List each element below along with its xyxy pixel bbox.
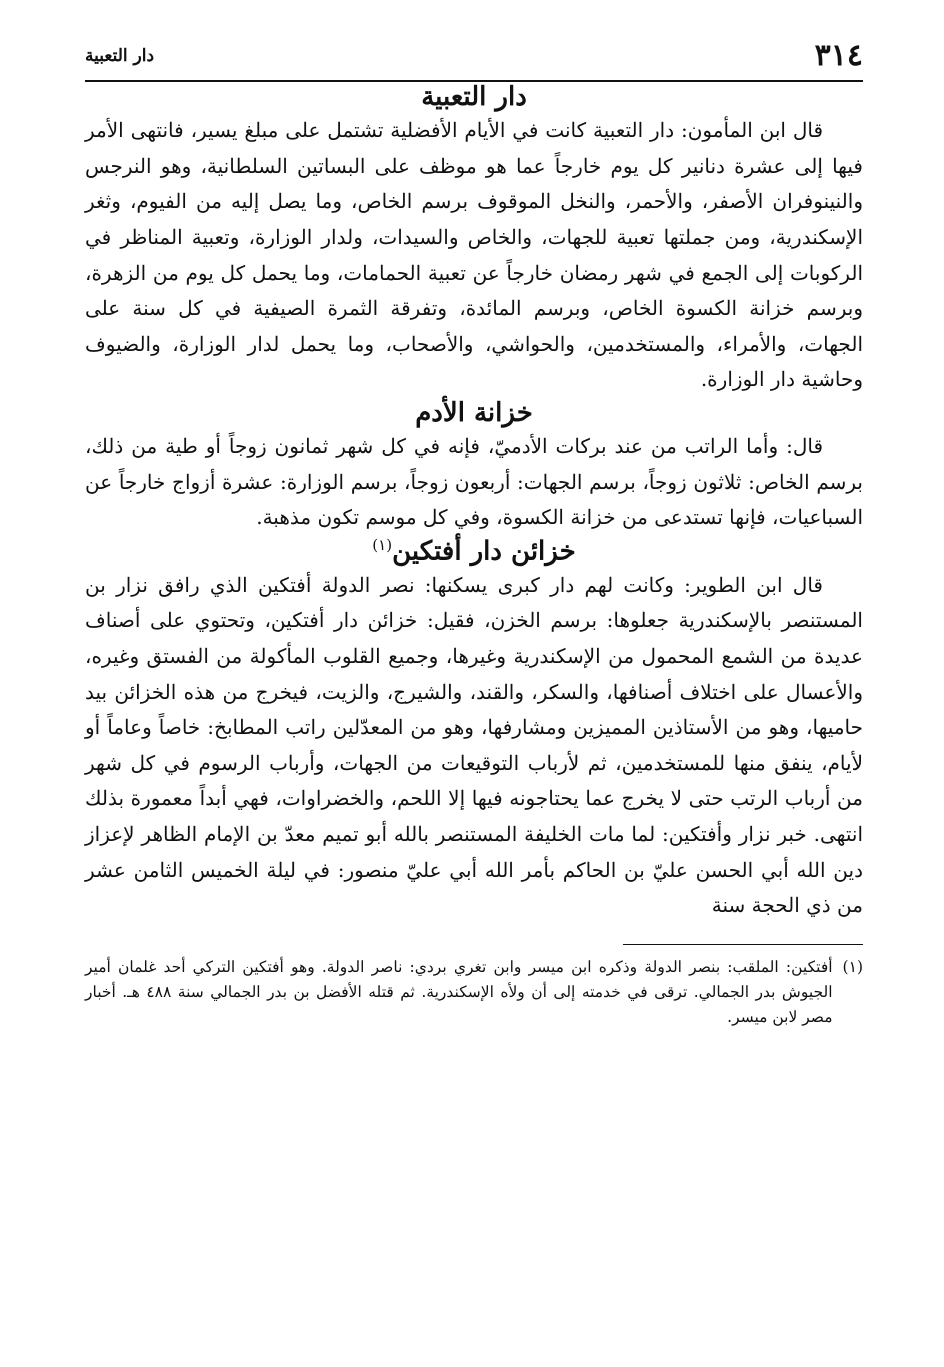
section-paragraph-dar-al-tabiya: قال ابن المأمون: دار التعبية كانت في الأيام الأفضلية تشتمل على مبلغ يسير، فانتهى الأمر فيها إلى عشرة دنانير كل يوم خارجاً عما هو موظف على البساتين السلطانية، وهو النرجس والنينوفران الأصفر، والأحمر، والنخل الموقوف برسم الخاص، وما يصل إليه من الفيوم، وثغر الإسكندرية، ومن جملتها تعبية للجهات، والخاص والسيدات، ولدار الوزارة، وتعبية المناظر في الركوبات إلى الجمع في شهر رمضان خارجاً عن تعبية الحمامات، وما يحمل كل يوم من الزهرة، وبرسم خزانة الكسوة الخاص، وبرسم المائدة، وتفرقة الثمرة الصيفية في كل سنة على الجهات، والأمراء، والمستخدمين، والحواشي، والأصحاب، وما يحمل لدار الوزارة، والضيوف وحاشية دار الوزارة. [85,118,864,392]
running-header-title: دار التعبية [85,46,155,66]
section-title-dar-al-tabiya: دار التعبية [421,82,527,112]
section-title-khizanat-al-adam: خزانة الأدم [415,397,533,428]
running-header [85,34,863,82]
footnote-text: أفتكين: الملقب: بنصر الدولة وذكره ابن ميسر وابن تغري بردي: ناصر الدولة. وهو أفتكين التركي أحد غلمان أمير الجيوش بدر الجمالي. ترقى في خدمته إلى أن ولأه الإسكندرية. ثم قتله الأفضل بن بدر الجمالي سنة ٤٨٨ هـ. أخبار مصر لابن ميسر. [85,957,833,1026]
book-page [85,34,863,1030]
section-paragraph-khizanat-al-adam: قال: وأما الراتب من عند بركات الأدميّ، فإنه في كل شهر ثمانون زوجاً أو طية من ذلك، برسم الخاص: ثلاثون زوجاً، برسم الجهات: أربعون زوجاً، برسم الوزارة: عشرة أزواج خارجاً عن السباعيات، فإنها تستدعى من خزانة الكسوة، وفي كل موسم تكون مذهبة. [85,434,863,530]
section-title-text: خزائن دار أفتكين [392,536,576,567]
footnote-reference[interactable]: (١) [372,535,393,554]
section-paragraph-khazain-dar-aftakin: قال ابن الطوير: وكانت لهم دار كبرى يسكنها: نصر الدولة أفتكين الذي رافق نزار بن المستنصر بالإسكندرية جعلوها: برسم الخزن، فقيل: خزائن دار أفتكين، وتحتوي على أصناف عديدة من الشمع المحمول من الإسكندرية وغيرها، وجميع القلوب المأكولة من الفستق وغيره، والأعسال على اختلاف أصنافها، والسكر، والقند، والشيرج، والزيت، فيخرج من هذه الخزائن بيد حاميها، وهو من الأستاذين المميزين ومشارفها، وهو من المعدّلين راتب المطابخ: خاصاً وعاماً أو لأيام، ينفق منها للمستخدمين، ثم لأرباب التوقيعات من الجهات، وأرباب الرسوم في كل شهر من أرباب الرتب حتى لا يخرج عما يحتاجونه فيها إلا اللحم، والخضراوات، فهي أبداً معمورة بذلك انتهى. خبر نزار وأفتكين: لما مات الخليفة المستنصر بالله أبو تميم معدّ بن الإمام الظاهر لإعزاز دين الله أبي الحسن عليّ بن الحاكم بأمر الله أبي عليّ منصور: في ليلة الخميس الثامن عشر من ذي الحجة سنة [85,572,863,918]
section-title-khazain-dar-aftakin [85,536,863,568]
footnote-divider [623,944,863,945]
page-number: ٣١٤ [814,38,863,73]
footnote [85,955,863,1030]
footnote-marker: (١) [842,957,863,976]
